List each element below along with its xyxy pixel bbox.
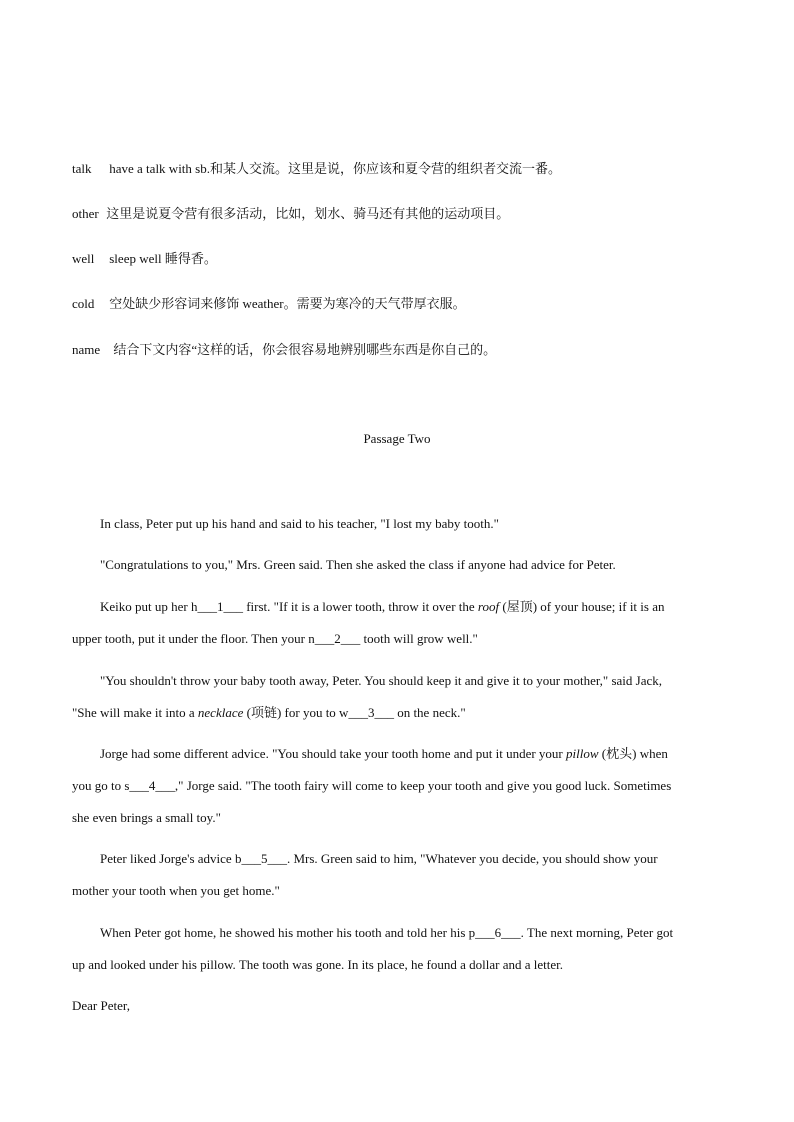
paragraph-2: "Congratulations to you," Mrs. Green said. Then she asked the class if anyone had advice for Peter. [100, 557, 616, 572]
text-segment: Jorge had some different advice. "You should take your tooth home and put it under your [100, 746, 567, 761]
note-text: have a talk with sb.和某人交流。这里是说，你应该和夏令营的组织者交流一番。 [109, 161, 561, 176]
note-text: 结合下文内容“这样的话，你会很容易地辨别哪些东西是你自己的。 [113, 342, 497, 357]
text-segment: "She will make it into a [72, 705, 198, 720]
note-word: well [72, 251, 95, 266]
note-text: 这里是说夏令营有很多活动，比如，划水、骑马还有其他的运动项目。 [106, 206, 510, 221]
paragraph-4-line-2 [72, 705, 466, 721]
glossed-word-necklace: necklace [197, 705, 244, 720]
glossed-word-pillow: pillow [566, 746, 599, 761]
text-segment: (屋顶) of your house; if it is an [499, 599, 665, 614]
text-segment: (项链) for you to w___3___ on the neck." [243, 705, 466, 720]
paragraph-3-line-1 [100, 599, 665, 615]
note-name [72, 342, 496, 358]
paragraph-5-line-1 [100, 746, 668, 762]
text-segment: (枕头) when [598, 746, 668, 761]
paragraph-6-line-1: Peter liked Jorge's advice b___5___. Mrs. Green said to him, "Whatever you decide, you should show your [100, 851, 658, 866]
note-talk [72, 161, 561, 177]
paragraph-7-line-2: up and looked under his pillow. The tooth was gone. In its place, he found a dollar and a letter. [72, 957, 563, 972]
note-word: name [72, 342, 101, 357]
letter-salutation: Dear Peter, [72, 998, 130, 1013]
paragraph-7-line-1: When Peter got home, he showed his mother his tooth and told her his p___6___. The next morning, Peter got [100, 925, 674, 940]
paragraph-1: In class, Peter put up his hand and said to his teacher, "I lost my baby tooth." [100, 516, 499, 531]
note-text: sleep well 睡得香。 [109, 251, 217, 266]
paragraph-5-line-2: you go to s___4___," Jorge said. "The tooth fairy will come to keep your tooth and give you good luck. Sometimes [72, 778, 672, 793]
note-other [72, 206, 509, 222]
glossed-word-roof: roof [477, 599, 500, 614]
note-word: other [72, 206, 99, 221]
note-cold [72, 296, 466, 312]
note-well [72, 251, 217, 267]
paragraph-6-line-2: mother your tooth when you get home." [72, 883, 280, 898]
passage-title: Passage Two [363, 431, 431, 446]
text-segment: Keiko put up her h___1___ first. "If it is a lower tooth, throw it over the [100, 599, 478, 614]
paragraph-3-line-2: upper tooth, put it under the floor. Then your n___2___ tooth will grow well." [72, 631, 478, 646]
note-word: talk [72, 161, 92, 176]
paragraph-4-line-1: "You shouldn't throw your baby tooth away, Peter. You should keep it and give it to your mother," said Jack, [100, 673, 663, 688]
note-text: 空处缺少形容词来修饰 weather。需要为寒冷的天气带厚衣服。 [109, 296, 466, 311]
paragraph-5-line-3: she even brings a small toy." [72, 810, 221, 825]
note-word: cold [72, 296, 95, 311]
